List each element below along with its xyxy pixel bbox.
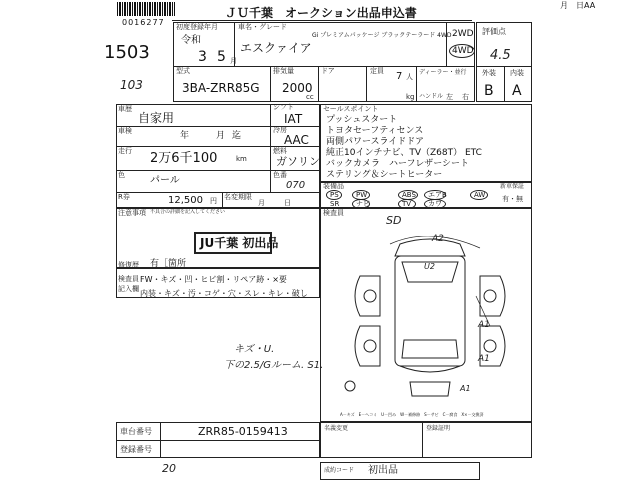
notes-sub: 不具合の詳細を記入してください xyxy=(150,209,226,215)
sales-point-2: トヨタセーフティセンス xyxy=(326,126,424,136)
form-title: ＪＵ千葉 オークション出品申込書 xyxy=(225,6,417,20)
recycle-value: 12,500 xyxy=(168,195,203,206)
mark-u2: U2 xyxy=(424,262,435,271)
model-label: 型式 xyxy=(176,67,190,75)
equip-tv: TV xyxy=(402,200,412,208)
inspector-label-2: 記入欄 xyxy=(118,285,139,293)
name-change-label: 名変期限 xyxy=(224,193,252,201)
mileage-value: 2万6千100 xyxy=(150,151,218,166)
lot-note: 103 xyxy=(120,78,143,92)
sales-point-1: プッシュスタート xyxy=(326,115,398,125)
barcode-number: 0016277 xyxy=(122,18,165,27)
sales-points-label: セールスポイント xyxy=(323,105,379,113)
exterior-label: 外装 xyxy=(482,69,496,77)
displacement-value: 2000 xyxy=(282,81,313,95)
registration-label: 初度登録年月 xyxy=(176,23,218,31)
repair-label: 修復歴 xyxy=(118,261,139,269)
fuel-label: 燃料 xyxy=(273,147,287,155)
lot-number: 1503 xyxy=(104,42,150,63)
registration-mark-label: 登録証明 xyxy=(426,425,451,432)
handle-label: ハンドル xyxy=(419,93,444,100)
recycle-label: R券 xyxy=(118,193,130,201)
shift-label: シフト xyxy=(273,103,294,111)
registration-era: 令和 xyxy=(181,35,201,46)
registration-number-label: 登録番号 xyxy=(120,445,152,454)
interior-label: 内装 xyxy=(510,69,524,77)
capacity-unit: 人 xyxy=(406,73,413,81)
name-change-day: 日 xyxy=(284,199,291,207)
model-value: 3BA-ZRR85G xyxy=(182,81,260,95)
equip-airbag: エアB xyxy=(428,191,447,199)
drive-2wd: 2WD xyxy=(452,29,474,39)
evaluation-value: 4.5 xyxy=(490,48,511,63)
stamp-text: JU千葉 初出品 xyxy=(200,236,279,250)
dealer-label: ディーラー・並行 xyxy=(419,69,467,76)
equip-sr: SR xyxy=(330,200,340,208)
car-grade: Gi プレミアムパッケージ ブラックテーラード 4WD xyxy=(312,32,452,39)
sales-point-5: バックカメラ ハーフレザーシート xyxy=(326,159,470,169)
color-no-label: 色番 xyxy=(273,171,287,179)
equip-leather: カワ xyxy=(428,200,442,208)
sales-point-6: ステリング＆シートヒーター xyxy=(326,170,443,180)
usage-label: 車歴 xyxy=(118,105,132,113)
warranty-value: 有・無 xyxy=(502,195,523,203)
equip-aw: AW xyxy=(474,191,486,199)
color-label: 色 xyxy=(118,171,125,179)
capacity-value: 7 xyxy=(396,71,403,82)
date-label: 月 日AA xyxy=(560,1,596,10)
contract-value: 初出品 xyxy=(368,465,398,476)
displacement-label: 排気量 xyxy=(273,67,294,75)
sales-point-4: 純正10インチナビ、TV（Z68T） ETC xyxy=(326,148,482,158)
color-value: パール xyxy=(150,175,180,186)
inspection-month: 月 xyxy=(216,131,226,141)
registration-year: 3 xyxy=(198,49,207,65)
equip-ps: PS xyxy=(330,191,339,199)
notes-label: 注意事項 xyxy=(118,209,146,217)
inspection-result-label: 検査員 xyxy=(323,209,344,217)
interior-value: A xyxy=(512,83,522,99)
exterior-value: B xyxy=(484,83,494,99)
repair-value: 有［箇所 xyxy=(150,259,187,269)
handle-left: 左 xyxy=(446,93,453,101)
handwritten-sd: SD xyxy=(386,214,402,227)
mark-a1-1: A1 xyxy=(478,320,490,330)
equipment-label: 装備品 xyxy=(323,182,344,190)
equip-navi: ナビ xyxy=(356,200,370,208)
drive-4wd: 4WD xyxy=(452,46,474,56)
chassis-label: 車台番号 xyxy=(120,427,152,436)
car-name-label: 車名・グレード xyxy=(238,23,287,31)
mark-a1-3: A1 xyxy=(460,384,471,393)
doors-label: ドア xyxy=(321,67,335,75)
displacement-unit: cc xyxy=(306,93,314,101)
usage-value: 自家用 xyxy=(138,111,175,125)
inspector-label-1: 検査員 xyxy=(118,275,139,283)
ac-value: AAC xyxy=(284,133,309,147)
name-change-month: 月 xyxy=(258,199,265,207)
chassis-number: ZRR85-0159413 xyxy=(198,425,288,438)
inspection-year: 年 xyxy=(180,131,190,141)
car-name: エスクァイア xyxy=(240,41,312,55)
shift-value: IAT xyxy=(284,112,303,126)
capacity-label: 定員 xyxy=(370,67,384,75)
inspection-label: 車検 xyxy=(118,127,132,135)
registration-month: 5 xyxy=(217,49,226,65)
weight-unit: kg xyxy=(406,93,415,101)
inspector-line-1: FW・キズ・凹・ヒビ割・リペア跡・×要 xyxy=(140,275,287,284)
fuel-value: ガソリン xyxy=(276,155,320,168)
equip-abs: ABS xyxy=(402,191,416,199)
handwritten-note-1: キズ・U. xyxy=(234,344,275,355)
handwritten-bottom: 20 xyxy=(162,462,176,475)
mark-a1-2: A1 xyxy=(478,354,490,364)
color-no-value: 070 xyxy=(286,180,306,191)
equip-pw: PW xyxy=(356,191,368,199)
owner-label: 名義変更 xyxy=(324,425,349,432)
mileage-label: 走行 xyxy=(118,147,132,155)
sales-point-3: 両側パワースライドドア xyxy=(326,137,425,147)
evaluation-label: 評価点 xyxy=(482,27,506,36)
registration-month-unit: 月 xyxy=(230,57,237,65)
barcode xyxy=(117,2,175,16)
mileage-unit: km xyxy=(236,155,247,163)
handle-right: 右 xyxy=(462,93,469,101)
recycle-unit: 円 xyxy=(210,197,217,205)
contract-label: 成約コード xyxy=(324,467,355,474)
handwritten-note-2: 下の2.5/Gルーム. S1. xyxy=(224,360,324,371)
damage-legend: A－キズ E－ヘコミ U－凹み W－補修跡 S－サビ C－腐食 X×－交換済 xyxy=(340,412,484,417)
inspector-line-2: 内装・キズ・汚・コゲ・穴・スレ・キレ・破し xyxy=(140,289,308,298)
ac-label: 冷房 xyxy=(273,126,287,134)
warranty-label: 新車保証 xyxy=(500,183,525,190)
mark-a2: A2 xyxy=(432,234,444,244)
inspection-until: 迄 xyxy=(232,131,242,141)
